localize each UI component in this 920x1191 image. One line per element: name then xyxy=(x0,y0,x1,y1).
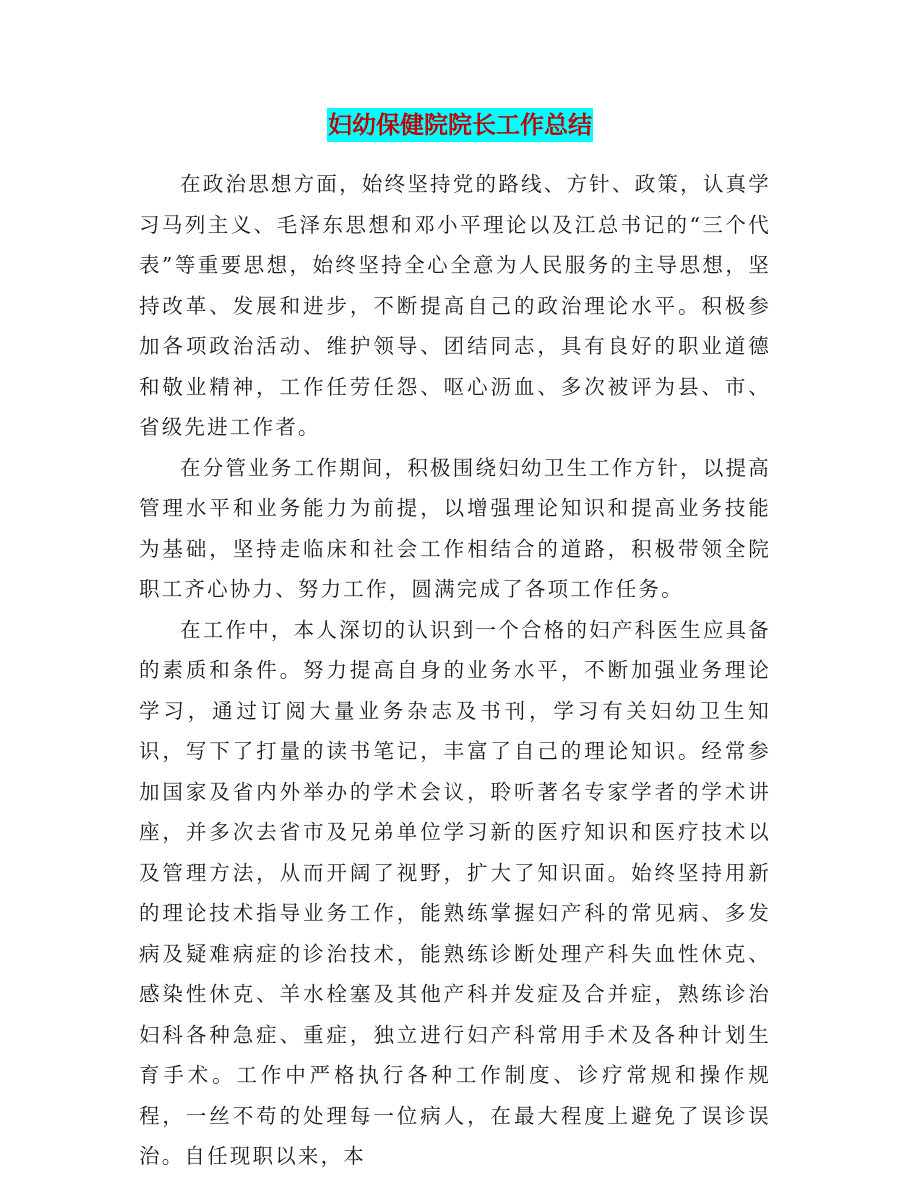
paragraph-management: 在分管业务工作期间，积极围绕妇幼卫生工作方针，以提高管理水平和业务能力为前提，以增强理论知识和提高业务技能为基础，坚持走临床和社会工作相结合的道路，积极带领全院职工齐心协力、努力工作，圆满完成了各项工作任务。 xyxy=(139,455,771,601)
paragraph-political: 在政治思想方面，始终坚持党的路线、方针、政策，认真学习马列主义、毛泽东思想和邓小平理论以及江总书记的“三个代表”等重要思想，始终坚持全心全意为人民服务的主导思想，坚持改革、发展和进步，不断提高自己的政治理论水平。积极参加各项政治活动、维护领导、团结同志，具有良好的职业道德和敬业精神，工作任劳任怨、呕心沥血、多次被评为县、市、省级先进工作者。 xyxy=(139,172,771,439)
document-body xyxy=(139,164,771,1177)
paragraph-clinical-work: 在工作中，本人深切的认识到一个合格的妇产科医生应具备的素质和条件。努力提高自身的业务水平，不断加强业务理论学习，通过订阅大量业务杂志及书刊，学习有关妇幼卫生知识，写下了打量的读书笔记，丰富了自己的理论知识。经常参加国家及省内外举办的学术会议，聆听著名专家学者的学术讲座，并多次去省市及兄弟单位学习新的医疗知识和医疗技术以及管理方法，从而开阔了视野，扩大了知识面。始终坚持用新的理论技术指导业务工作，能熟练掌握妇产科的常见病、多发病及疑难病症的诊治技术，能熟练诊断处理产科失血性休克、感染性休克、羊水栓塞及其他产科并发症及合并症，熟练诊治妇科各种急症、重症，独立进行妇产科常用手术及各种计划生育手术。工作中严格执行各种工作制度、诊疗常规和操作规程，一丝不苟的处理每一位病人，在最大程度上避免了误诊误治。自任现职以来，本 xyxy=(139,617,771,1168)
title-container xyxy=(0,108,920,142)
document-title: 妇幼保健院院长工作总结 xyxy=(327,108,593,142)
